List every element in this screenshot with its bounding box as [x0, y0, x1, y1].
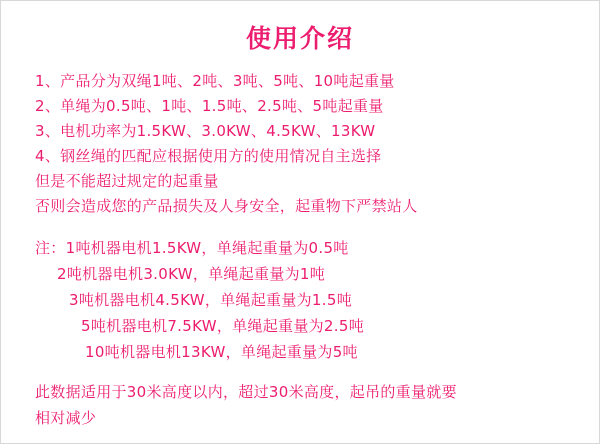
- sub-line: 但是不能超过规定的起重量: [35, 172, 219, 190]
- note-line: 3吨机器电机4.5KW，单绳起重量为1.5吨: [69, 291, 352, 309]
- footer-note: [35, 379, 599, 431]
- footer-line: 相对减少: [35, 409, 97, 427]
- note-block: [35, 235, 599, 365]
- list-item: 3、电机功率为1.5KW、3.0KW、4.5KW、13KW: [35, 122, 376, 140]
- sub-line: 否则会造成您的产品损失及人身安全，起重物下严禁站人: [35, 197, 418, 215]
- note-heading: 注：1吨机器电机1.5KW，单绳起重量为0.5吨: [35, 239, 349, 257]
- list-item: 1、产品分为双绳1吨、2吨、3吨、5吨、10吨起重量: [35, 72, 395, 90]
- list-item: 2、单绳为0.5吨、1吨、1.5吨、2.5吨、5吨起重量: [35, 97, 384, 115]
- page-title: 使用介绍: [245, 24, 354, 53]
- note-line: 5吨机器电机7.5KW，单绳起重量为2.5吨: [81, 317, 364, 335]
- note-line: 10吨机器电机13KW，单绳起重量为5吨: [85, 343, 358, 361]
- list-item: 4、钢丝绳的匹配应根据使用方的使用情况自主选择: [35, 147, 382, 165]
- note-line: 2吨机器电机3.0KW，单绳起重量为1吨: [57, 265, 326, 283]
- specification-list: [35, 69, 599, 169]
- footer-line: 此数据适用于30米高度以内，超过30米高度，起吊的重量就要: [35, 383, 457, 401]
